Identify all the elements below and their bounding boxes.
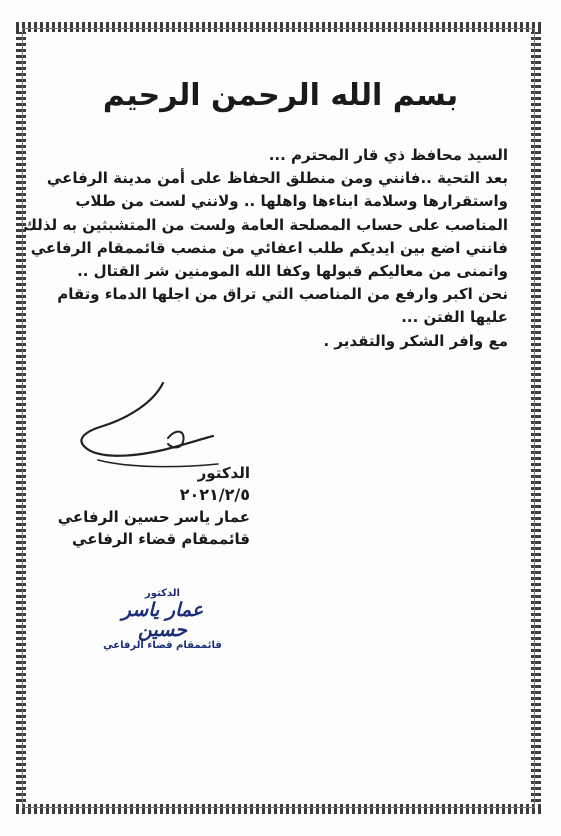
signatory-name: عمار ياسر حسين الرفاعي	[57, 508, 250, 526]
basmala-heading: بسم الله الرحمن الرحيم	[102, 78, 459, 113]
letter-line: نحن اكبر وارفع من المناصب التي تراق من اجلها الدماء وتقام	[57, 285, 508, 304]
signatory-title: الدكتور	[197, 464, 250, 482]
letter-body	[23, 144, 508, 353]
letter-line: بعد التحية ..فانني ومن منطلق الحفاظ على أمن مدينة الرفاعي	[46, 169, 508, 188]
stamp-name: عمار ياسر حسين	[121, 599, 204, 641]
signature-block	[40, 462, 250, 550]
letter-line: عليها الفتن ...	[401, 308, 508, 327]
signatory-position: قائممقام قضاء الرفاعي	[72, 530, 250, 548]
letter-line: واستقرارها وسلامة ابناءها واهلها .. ولانني لست من طلاب	[75, 192, 508, 211]
letter-line: واتمنى من معاليكم قبولها وكفا الله المومنين شر القتال ..	[77, 262, 508, 281]
letter-line: فانني اضع بين ايديكم طلب اعفائي من منصب قائممقام الرفاعي	[30, 238, 508, 257]
handwritten-signature	[68, 378, 228, 473]
letter-line: مع وافر الشكر والتقدير .	[323, 331, 508, 350]
letter-line: المناصب على حساب المصلحة العامة ولست من المتشبثين به لذلك	[23, 215, 508, 234]
signature-date: ٢٠٢١/٢/٥	[179, 485, 250, 504]
stamp-position: قائممقام قضاء الرفاعي	[103, 640, 222, 651]
official-stamp	[95, 588, 230, 652]
stamp-title: الدكتور	[145, 588, 180, 599]
letter-line: السيد محافظ ذي قار المحترم ...	[268, 146, 508, 164]
